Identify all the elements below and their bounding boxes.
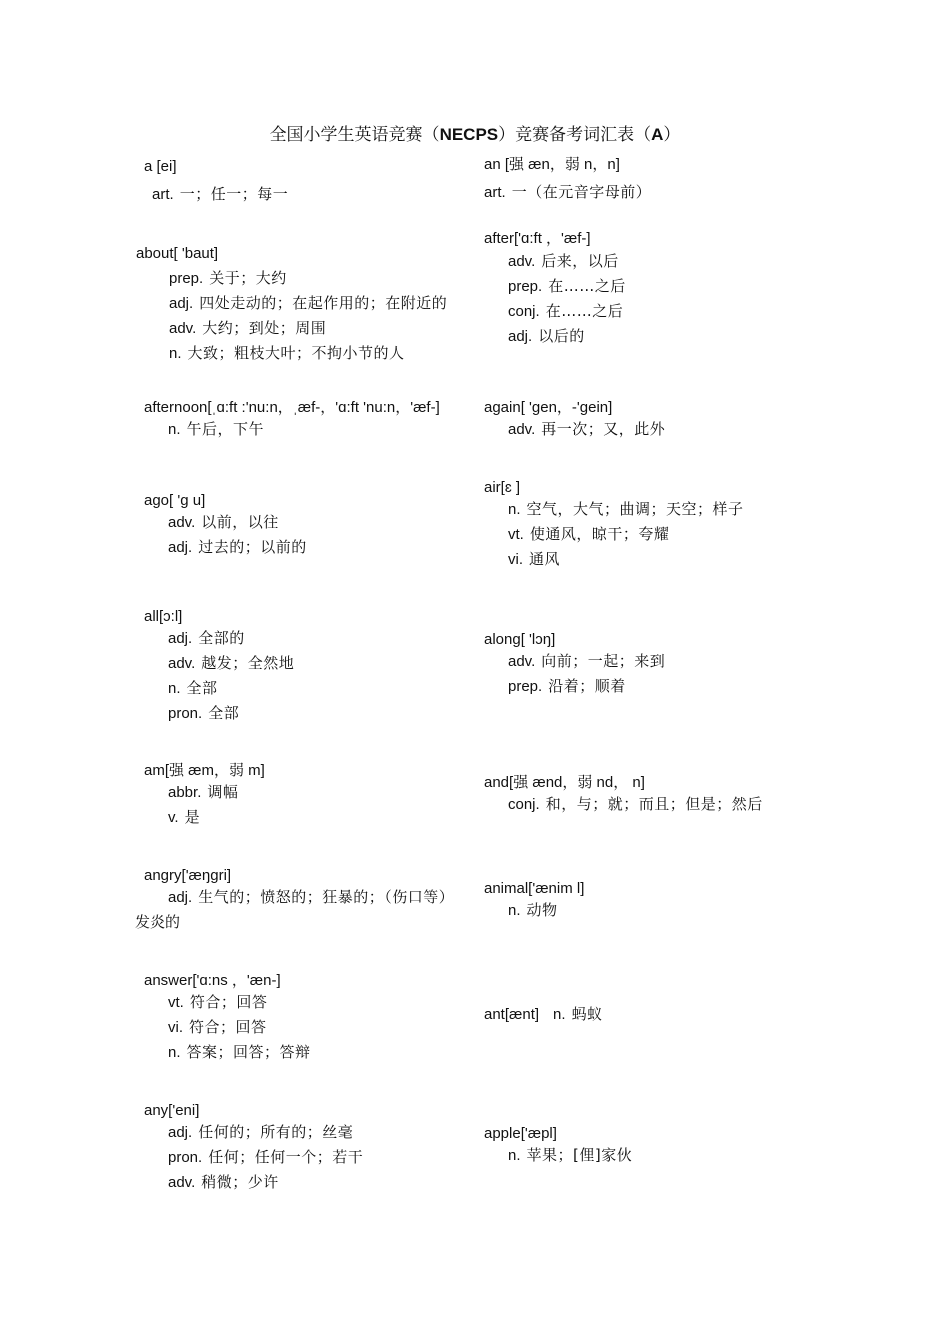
part-of-speech: n.	[168, 421, 181, 438]
definition: 以后的	[538, 327, 585, 345]
entry-headword: am[强 æm，弱 m]	[144, 762, 265, 779]
entry-headword: again[ 'ɡen，-'ɡein]	[484, 399, 613, 416]
part-of-speech: prep.	[169, 270, 204, 287]
entry-sense	[144, 510, 307, 535]
part-of-speech: adv.	[169, 320, 197, 337]
entry-sense	[144, 182, 288, 207]
entry-sense	[484, 180, 651, 205]
title-prefix: 全国小学生英语竞赛（	[269, 125, 440, 145]
part-of-speech: adv.	[508, 421, 536, 438]
definition: 稍微；少许	[201, 1173, 279, 1191]
entry-sense	[484, 274, 626, 299]
entry-sense	[484, 324, 626, 349]
entry-sense	[484, 1143, 632, 1168]
part-of-speech: conj.	[508, 303, 540, 320]
entry-animal	[484, 876, 584, 923]
part-of-speech: adv.	[168, 655, 196, 672]
entry-and	[484, 770, 763, 817]
definition: 使通风，晾干；夸耀	[529, 525, 670, 543]
entry-a	[144, 154, 288, 207]
entry-headword: after['ɑ:ft ，'æf-]	[484, 230, 591, 247]
entry-sense	[144, 1040, 311, 1065]
title-letter: A	[651, 125, 664, 144]
entry-sense	[484, 299, 626, 324]
entry-headword: animal['ænim l]	[484, 880, 585, 897]
definition: 符合；回答	[189, 1018, 267, 1036]
entry-headword: apple['æpl]	[484, 1125, 557, 1142]
title-abbr: NECPS	[439, 125, 499, 144]
part-of-speech: adv.	[508, 653, 536, 670]
part-of-speech: v.	[168, 809, 179, 826]
part-of-speech: prep.	[508, 678, 543, 695]
entry-headword: a [ei]	[144, 158, 177, 175]
entry-sense	[144, 885, 454, 910]
part-of-speech: n.	[169, 345, 182, 362]
entry-headword: air[ɛ ]	[484, 479, 521, 496]
part-of-speech: adj.	[508, 328, 533, 345]
definition: 蚂蚁	[571, 1005, 603, 1023]
entry-sense	[484, 649, 665, 674]
entry-sense	[144, 1120, 363, 1145]
definition: 答案；回答；答辩	[186, 1043, 311, 1061]
definition: 大致；粗枝大叶；不拘小节的人	[187, 344, 405, 362]
entry-headword: an [强 æn，弱 n，n]	[484, 156, 620, 173]
definition: 越发；全然地	[201, 654, 295, 672]
entry-sense	[484, 674, 665, 699]
definition: 四处走动的；在起作用的；在附近的	[199, 294, 448, 312]
part-of-speech: adj.	[169, 295, 194, 312]
entry-headword: angry['æŋɡri]	[144, 867, 232, 884]
definition: 调幅	[207, 783, 239, 801]
definition: 生气的；愤怒的；狂暴的；（伤口等）	[198, 888, 455, 906]
entry-sense	[136, 291, 447, 316]
part-of-speech: adj.	[168, 539, 193, 556]
part-of-speech: pron.	[168, 705, 203, 722]
entry-sense	[144, 676, 294, 701]
part-of-speech: art.	[152, 186, 174, 203]
definition: 任何的；所有的；丝毫	[198, 1123, 354, 1141]
entry-angry	[135, 863, 455, 935]
entry-headword: ago[ 'ɡ u]	[144, 492, 206, 509]
part-of-speech: adj.	[168, 630, 193, 647]
definition: 一（在元音字母前）	[511, 183, 652, 201]
definition: 向前；一起；来到	[541, 652, 666, 670]
entry-sense	[144, 1015, 311, 1040]
definition: 过去的；以前的	[198, 538, 307, 556]
entry-any	[144, 1098, 363, 1195]
definition: 后来，以后	[541, 252, 619, 270]
part-of-speech: adv.	[168, 514, 196, 531]
entry-sense	[136, 266, 447, 291]
entry-sense	[144, 1170, 363, 1195]
part-of-speech: adv.	[168, 1174, 196, 1191]
entry-headword: all[ɔ:l]	[144, 608, 183, 625]
definition: 任何；任何一个；若干	[208, 1148, 364, 1166]
definition: 午后，下午	[186, 420, 265, 438]
page-title	[0, 120, 950, 145]
part-of-speech: n.	[508, 1147, 521, 1164]
title-middle: ）竞赛备考词汇表（	[498, 125, 652, 145]
part-of-speech: adj.	[168, 889, 193, 906]
part-of-speech: vt.	[508, 526, 524, 543]
entry-sense	[136, 316, 447, 341]
entry-sense	[484, 522, 744, 547]
entry-sense	[484, 547, 744, 572]
entry-sense	[136, 341, 447, 366]
definition: 和，与；就；而且；但是；然后	[545, 795, 763, 813]
definition: 沿着；顺着	[548, 677, 626, 695]
entry-sense	[144, 1145, 363, 1170]
definition-continuation: 发炎的	[135, 913, 181, 931]
part-of-speech: n.	[168, 1044, 181, 1061]
definition: 是	[184, 808, 201, 826]
entry-sense	[484, 898, 584, 923]
entry-sense	[484, 497, 744, 522]
entry-sense	[144, 535, 307, 560]
part-of-speech: art.	[484, 184, 506, 201]
part-of-speech: adv.	[508, 253, 536, 270]
entry-headword: and[强 ænd，弱 nd， n]	[484, 774, 645, 791]
definition: 大约；到处；周围	[202, 319, 327, 337]
part-of-speech: conj.	[508, 796, 540, 813]
part-of-speech: n.	[508, 902, 521, 919]
entry-sense	[484, 792, 763, 817]
definition: 关于；大约	[209, 269, 287, 287]
part-of-speech: vt.	[168, 994, 184, 1011]
entry-answer	[144, 968, 311, 1065]
part-of-speech: n.	[168, 680, 181, 697]
part-of-speech: vi.	[508, 551, 523, 568]
entry-ant	[484, 1002, 603, 1027]
entry-afternoon	[144, 395, 440, 442]
part-of-speech: vi.	[168, 1019, 183, 1036]
entry-sense	[144, 651, 294, 676]
entry-sense	[144, 990, 311, 1015]
definition: 全部	[186, 679, 218, 697]
entry-sense	[484, 249, 626, 274]
definition: 在……之后	[545, 302, 624, 320]
definition: 再一次；又，此外	[541, 420, 666, 438]
entry-headword: along[ 'lɔŋ]	[484, 631, 556, 648]
entry-headword: answer['ɑ:ns ，'æn-]	[144, 972, 281, 989]
entry-sense	[144, 701, 294, 726]
entry-air	[484, 475, 744, 572]
entry-headword: afternoon[ˌɑ:ft :'nu:n，ˌæf-，'ɑ:ft 'nu:n，'æf-]	[144, 399, 440, 416]
entry-headword: ant[ænt]	[484, 1006, 540, 1023]
title-suffix: ）	[663, 125, 681, 145]
entry-all	[144, 604, 294, 726]
entry-an	[484, 152, 651, 205]
entry-about	[136, 241, 447, 366]
part-of-speech: adj.	[168, 1124, 193, 1141]
entry-sense	[484, 417, 665, 442]
entry-sense	[144, 805, 265, 830]
part-of-speech: n.	[553, 1006, 566, 1023]
definition: 在……之后	[548, 277, 626, 295]
entry-along	[484, 627, 665, 699]
definition: 符合；回答	[189, 993, 268, 1011]
entry-headword: about[ 'baut]	[136, 245, 219, 262]
entry-sense	[144, 780, 265, 805]
definition: 全部	[208, 704, 240, 722]
part-of-speech: prep.	[508, 278, 543, 295]
part-of-speech: pron.	[168, 1149, 203, 1166]
entry-sense	[144, 626, 294, 651]
entry-headword: any['eni]	[144, 1102, 200, 1119]
definition: 全部的	[198, 629, 245, 647]
entry-am	[144, 758, 265, 830]
definition: 通风	[529, 550, 561, 568]
entry-again	[484, 395, 665, 442]
definition: 空气，大气；曲调；天空；样子	[526, 500, 744, 518]
definition: 苹果；[俚]家伙	[526, 1146, 633, 1164]
definition: 一；任一；每一	[179, 185, 289, 203]
entry-sense	[144, 417, 440, 442]
entry-sense	[553, 1005, 603, 1023]
entry-ago	[144, 488, 307, 560]
definition: 以前，以往	[201, 513, 279, 531]
entry-after	[484, 226, 626, 349]
definition: 动物	[526, 901, 558, 919]
part-of-speech: n.	[508, 501, 521, 518]
entry-apple	[484, 1121, 632, 1168]
part-of-speech: abbr.	[168, 784, 202, 801]
